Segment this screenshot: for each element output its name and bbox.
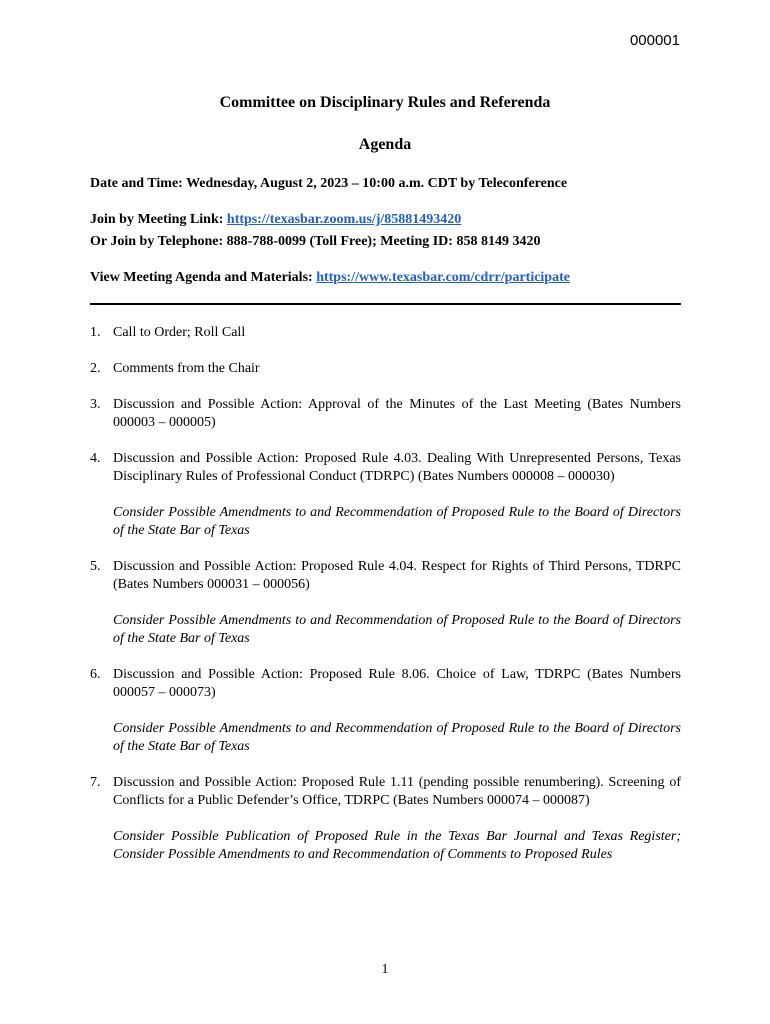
agenda-item-note: Consider Possible Publication of Proposed Rule in the Texas Bar Journal and Texas Register; Consider Possible Amendments to and Recommendation of Comments to Proposed Rules xyxy=(113,829,681,862)
agenda-item xyxy=(90,666,681,756)
agenda-item-text: Discussion and Possible Action: Approval of the Minutes of the Last Meeting (Bates Numbers 000003 – 000005) xyxy=(113,397,681,430)
join-link-label: Join by Meeting Link: xyxy=(90,212,224,227)
bates-number: 000001 xyxy=(629,32,680,49)
agenda-item xyxy=(90,774,681,864)
agenda-item-number: 1. xyxy=(90,325,101,340)
materials-link[interactable]: https://www.texasbar.com/cdrr/participate xyxy=(316,270,570,285)
agenda-item-number: 3. xyxy=(90,397,101,412)
meeting-datetime: Date and Time: Wednesday, August 2, 2023 – 10:00 a.m. CDT by Teleconference xyxy=(90,176,568,191)
agenda-item-number: 5. xyxy=(90,559,101,574)
agenda-item-number: 2. xyxy=(90,361,101,376)
telephone-info: Or Join by Telephone: 888-788-0099 (Toll Free); Meeting ID: 858 8149 3420 xyxy=(90,234,541,249)
agenda-list xyxy=(90,324,681,882)
page-number: 1 xyxy=(381,962,389,977)
agenda-item-note: Consider Possible Amendments to and Recommendation of Proposed Rule to the Board of Directors of the State Bar of Texas xyxy=(113,505,681,538)
agenda-item xyxy=(90,396,681,432)
agenda-item-text: Discussion and Possible Action: Proposed Rule 4.03. Dealing With Unrepresented Persons, Texas Disciplinary Rules of Professional Conduct (TDRPC) (Bates Numbers 000008 – 000030) xyxy=(113,451,681,484)
agenda-item xyxy=(90,558,681,648)
agenda-item xyxy=(90,360,681,378)
document-subtitle: Agenda xyxy=(358,136,412,153)
agenda-item-text: Comments from the Chair xyxy=(113,361,260,376)
agenda-item xyxy=(90,450,681,540)
join-meeting-link[interactable]: https://texasbar.zoom.us/j/85881493420 xyxy=(226,212,462,227)
agenda-item-text: Discussion and Possible Action: Proposed Rule 8.06. Choice of Law, TDRPC (Bates Numbers 000057 – 000073) xyxy=(113,667,681,700)
document-title: Committee on Disciplinary Rules and Referenda xyxy=(219,94,551,111)
agenda-item xyxy=(90,324,681,342)
agenda-item-text: Call to Order; Roll Call xyxy=(113,325,246,340)
agenda-item-number: 6. xyxy=(90,667,101,682)
agenda-item-note: Consider Possible Amendments to and Recommendation of Proposed Rule to the Board of Directors of the State Bar of Texas xyxy=(113,721,681,754)
agenda-item-text: Discussion and Possible Action: Proposed Rule 4.04. Respect for Rights of Third Persons, TDRPC (Bates Numbers 000031 – 000056) xyxy=(113,559,681,592)
section-divider xyxy=(90,303,681,305)
materials-label: View Meeting Agenda and Materials: xyxy=(90,270,313,285)
agenda-item-text: Discussion and Possible Action: Proposed Rule 1.11 (pending possible renumbering). Screening of Conflicts for a Public Defender’s Office, TDRPC (Bates Numbers 000074 – 000087) xyxy=(113,775,681,808)
materials-line xyxy=(90,270,570,286)
agenda-item-number: 4. xyxy=(90,451,101,466)
agenda-item-number: 7. xyxy=(90,775,101,790)
agenda-item-note: Consider Possible Amendments to and Recommendation of Proposed Rule to the Board of Directors of the State Bar of Texas xyxy=(113,613,681,646)
join-link-line xyxy=(90,212,461,228)
